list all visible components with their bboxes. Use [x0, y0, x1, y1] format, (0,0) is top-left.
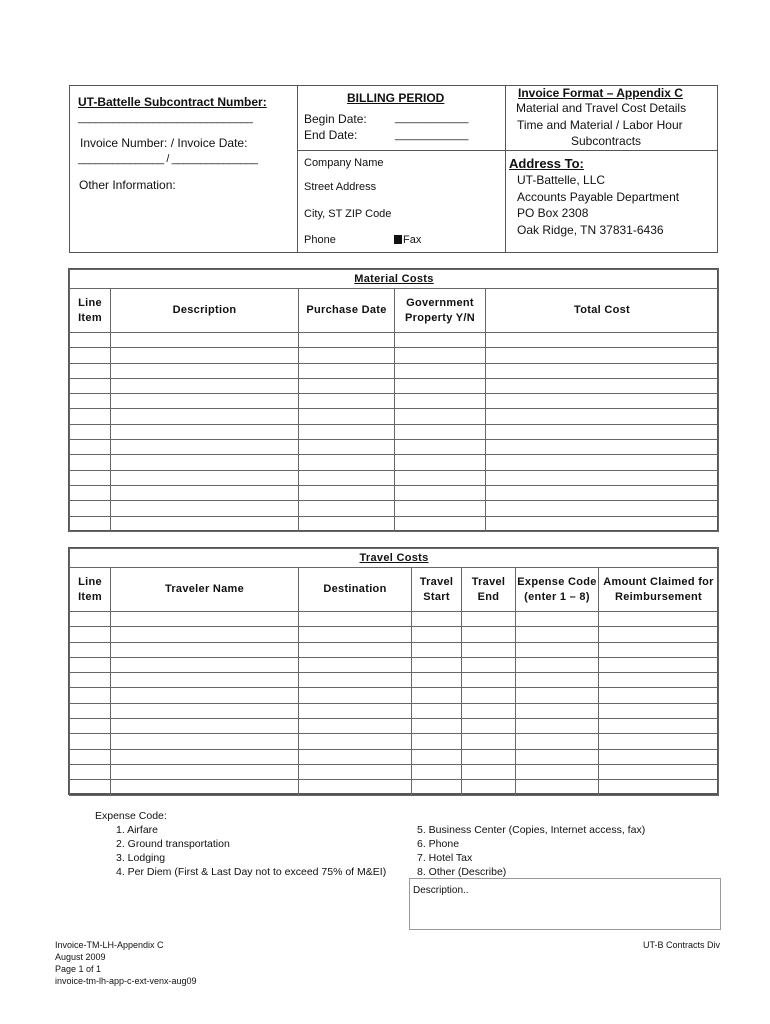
- material-cell[interactable]: [70, 501, 111, 516]
- travel-cell[interactable]: [462, 749, 516, 764]
- travel-cell[interactable]: [299, 657, 412, 672]
- travel-row: [70, 703, 719, 718]
- material-row: [70, 394, 719, 409]
- material-cell[interactable]: [299, 333, 395, 348]
- material-cell[interactable]: [111, 333, 299, 348]
- description-box[interactable]: [409, 878, 721, 930]
- material-costs-caption: Material Costs: [70, 270, 719, 289]
- material-cell[interactable]: [486, 348, 719, 363]
- travel-cell[interactable]: [70, 612, 111, 627]
- travel-cell[interactable]: [462, 780, 516, 795]
- address-line-1: UT-Battelle, LLC: [517, 173, 606, 187]
- material-row: [70, 348, 719, 363]
- material-cell[interactable]: [486, 378, 719, 393]
- travel-cell[interactable]: [516, 780, 599, 795]
- travel-cell[interactable]: [412, 642, 462, 657]
- travel-cell[interactable]: [516, 719, 599, 734]
- travel-cell[interactable]: [111, 612, 299, 627]
- format-line-2: Time and Material / Labor Hour: [517, 118, 683, 132]
- expense-code-title: Expense Code:: [95, 810, 167, 822]
- travel-cell[interactable]: [516, 734, 599, 749]
- material-row: [70, 485, 719, 500]
- material-cell[interactable]: [70, 455, 111, 470]
- travel-cell[interactable]: [70, 627, 111, 642]
- travel-cell[interactable]: [299, 764, 412, 779]
- material-cell[interactable]: [111, 363, 299, 378]
- travel-cell[interactable]: [462, 688, 516, 703]
- expense-code-4: 4. Per Diem (First & Last Day not to exceed 75% of M&EI): [116, 866, 387, 878]
- material-cell[interactable]: [395, 455, 486, 470]
- travel-cell[interactable]: [299, 703, 412, 718]
- material-cell[interactable]: [395, 394, 486, 409]
- travel-cell[interactable]: [516, 688, 599, 703]
- material-costs-table: [69, 269, 719, 532]
- travel-cell[interactable]: [412, 780, 462, 795]
- travel-cell[interactable]: [412, 719, 462, 734]
- material-cell[interactable]: [395, 378, 486, 393]
- material-cell[interactable]: [111, 485, 299, 500]
- travel-cell[interactable]: [412, 703, 462, 718]
- phone-fax-separator-glyph: [394, 235, 402, 244]
- travel-cell[interactable]: [599, 657, 719, 672]
- material-row: [70, 440, 719, 455]
- travel-cell[interactable]: [599, 764, 719, 779]
- expense-code-6: 6. Phone: [417, 838, 460, 850]
- travel-cell[interactable]: [599, 688, 719, 703]
- material-row: [70, 516, 719, 531]
- address-line-3: PO Box 2308: [517, 206, 589, 220]
- description-label: Description..: [413, 885, 469, 896]
- material-cell[interactable]: [486, 440, 719, 455]
- travel-cell[interactable]: [462, 612, 516, 627]
- material-cell[interactable]: [486, 394, 719, 409]
- travel-row: [70, 780, 719, 795]
- material-cell[interactable]: [395, 424, 486, 439]
- footer-date: August 2009: [55, 952, 106, 962]
- travel-cell[interactable]: [70, 749, 111, 764]
- travel-cell[interactable]: [462, 734, 516, 749]
- travel-cell[interactable]: [111, 780, 299, 795]
- travel-cell[interactable]: [111, 627, 299, 642]
- travel-row: [70, 657, 719, 672]
- end-date-label: End Date:: [304, 128, 358, 142]
- expense-code-1: 1. Airfare: [116, 824, 159, 836]
- travel-cell[interactable]: [412, 627, 462, 642]
- material-cell[interactable]: [395, 333, 486, 348]
- material-cell[interactable]: [299, 348, 395, 363]
- material-cell[interactable]: [395, 363, 486, 378]
- travel-cell[interactable]: [299, 673, 412, 688]
- travel-cell[interactable]: [70, 719, 111, 734]
- material-cell[interactable]: [70, 485, 111, 500]
- material-cell[interactable]: [70, 516, 111, 531]
- travel-cell[interactable]: [111, 719, 299, 734]
- footer-page: Page 1 of 1: [55, 964, 102, 974]
- begin-date-label: Begin Date:: [304, 112, 367, 126]
- other-information-label: Other Information:: [79, 178, 176, 192]
- expense-code-8: 8. Other (Describe): [417, 866, 507, 878]
- travel-row: [70, 642, 719, 657]
- address-line-4: Oak Ridge, TN 37831-6436: [517, 223, 664, 237]
- format-line-1: Material and Travel Cost Details: [516, 101, 687, 115]
- travel-cell[interactable]: [412, 657, 462, 672]
- address-line-2: Accounts Payable Department: [517, 190, 680, 204]
- travel-cell[interactable]: [412, 612, 462, 627]
- travel-cell[interactable]: [111, 749, 299, 764]
- header-divider-horizontal: [297, 150, 718, 151]
- travel-cell[interactable]: [516, 749, 599, 764]
- material-cell[interactable]: [299, 424, 395, 439]
- travel-cell[interactable]: [599, 719, 719, 734]
- travel-costs-table: [69, 548, 719, 796]
- material-cell[interactable]: [111, 378, 299, 393]
- city-state-zip: City, ST ZIP Code: [304, 208, 392, 220]
- material-cell[interactable]: [299, 363, 395, 378]
- travel-cell[interactable]: [462, 719, 516, 734]
- header-divider-right: [505, 85, 506, 253]
- material-cell[interactable]: [486, 516, 719, 531]
- travel-col-destination: Destination: [299, 568, 412, 612]
- travel-row: [70, 688, 719, 703]
- material-col-description: Description: [111, 289, 299, 333]
- travel-col-line-item: Line Item: [70, 568, 111, 612]
- material-cell[interactable]: [486, 501, 719, 516]
- material-cell[interactable]: [299, 485, 395, 500]
- material-col-total-cost: Total Cost: [486, 289, 719, 333]
- travel-cell[interactable]: [70, 703, 111, 718]
- travel-cell[interactable]: [111, 734, 299, 749]
- expense-code-5: 5. Business Center (Copies, Internet access, fax): [417, 824, 646, 836]
- material-row: [70, 363, 719, 378]
- travel-cell[interactable]: [299, 734, 412, 749]
- travel-cell[interactable]: [412, 734, 462, 749]
- expense-code-3: 3. Lodging: [116, 852, 166, 864]
- travel-row: [70, 734, 719, 749]
- travel-cell[interactable]: [462, 764, 516, 779]
- begin-date-field[interactable]: ____________: [395, 112, 469, 124]
- material-cell[interactable]: [486, 455, 719, 470]
- material-cell[interactable]: [70, 378, 111, 393]
- material-cell[interactable]: [111, 440, 299, 455]
- material-cell[interactable]: [486, 363, 719, 378]
- material-cell[interactable]: [395, 485, 486, 500]
- material-cell[interactable]: [70, 424, 111, 439]
- travel-cell[interactable]: [599, 734, 719, 749]
- material-cell[interactable]: [395, 470, 486, 485]
- company-name: Company Name: [304, 157, 384, 169]
- travel-cell[interactable]: [70, 642, 111, 657]
- material-row: [70, 501, 719, 516]
- footer-form-id: Invoice-TM-LH-Appendix C: [55, 940, 164, 950]
- material-cell[interactable]: [486, 470, 719, 485]
- travel-row: [70, 749, 719, 764]
- travel-row: [70, 719, 719, 734]
- travel-row: [70, 627, 719, 642]
- travel-cell[interactable]: [299, 719, 412, 734]
- travel-cell[interactable]: [299, 627, 412, 642]
- fax-label: Fax: [403, 234, 422, 246]
- header-divider-left: [297, 85, 298, 253]
- format-line-3: Subcontracts: [571, 134, 642, 148]
- invoice-format-title: Invoice Format – Appendix C: [518, 86, 683, 100]
- subcontract-number-field[interactable]: ______________________________: [78, 112, 253, 124]
- travel-cell[interactable]: [516, 673, 599, 688]
- travel-cell[interactable]: [516, 657, 599, 672]
- travel-cell[interactable]: [412, 749, 462, 764]
- travel-cell[interactable]: [412, 673, 462, 688]
- travel-cell[interactable]: [299, 688, 412, 703]
- travel-cell[interactable]: [111, 673, 299, 688]
- travel-cell[interactable]: [462, 673, 516, 688]
- material-cell[interactable]: [70, 333, 111, 348]
- travel-col-expense-code: Expense Code (enter 1 – 8): [516, 568, 599, 612]
- material-cell[interactable]: [395, 501, 486, 516]
- material-row: [70, 424, 719, 439]
- material-cell[interactable]: [299, 440, 395, 455]
- material-row: [70, 409, 719, 424]
- travel-cell[interactable]: [111, 688, 299, 703]
- travel-cell[interactable]: [599, 703, 719, 718]
- material-cell[interactable]: [70, 409, 111, 424]
- travel-row: [70, 764, 719, 779]
- travel-cell[interactable]: [516, 612, 599, 627]
- travel-cell[interactable]: [599, 749, 719, 764]
- travel-cell[interactable]: [462, 657, 516, 672]
- billing-period-title: BILLING PERIOD: [347, 91, 445, 105]
- travel-cell[interactable]: [516, 627, 599, 642]
- travel-cell[interactable]: [516, 764, 599, 779]
- material-row: [70, 378, 719, 393]
- material-cell[interactable]: [111, 501, 299, 516]
- footer-division: UT-B Contracts Div: [643, 940, 721, 950]
- material-cell[interactable]: [299, 516, 395, 531]
- material-cell[interactable]: [111, 470, 299, 485]
- material-cell[interactable]: [395, 440, 486, 455]
- expense-code-2: 2. Ground transportation: [116, 838, 230, 850]
- material-cell[interactable]: [486, 485, 719, 500]
- travel-col-amount-claimed: Amount Claimed for Reimbursement: [599, 568, 719, 612]
- street-address: Street Address: [304, 181, 377, 193]
- material-cell[interactable]: [70, 348, 111, 363]
- travel-cell[interactable]: [70, 780, 111, 795]
- material-cell[interactable]: [395, 348, 486, 363]
- travel-cell[interactable]: [70, 673, 111, 688]
- travel-row: [70, 673, 719, 688]
- travel-cell[interactable]: [412, 764, 462, 779]
- travel-col-traveler-name: Traveler Name: [111, 568, 299, 612]
- travel-cell[interactable]: [599, 612, 719, 627]
- material-col-line-item: Line Item: [70, 289, 111, 333]
- travel-cell[interactable]: [462, 642, 516, 657]
- expense-code-7: 7. Hotel Tax: [417, 852, 473, 864]
- travel-col-travel-end: Travel End: [462, 568, 516, 612]
- travel-cell[interactable]: [111, 764, 299, 779]
- travel-cell[interactable]: [70, 764, 111, 779]
- invoice-number-date-field[interactable]: _______________ / _______________: [78, 153, 258, 165]
- material-cell[interactable]: [111, 394, 299, 409]
- travel-row: [70, 612, 719, 627]
- material-cell[interactable]: [486, 333, 719, 348]
- material-cell[interactable]: [395, 516, 486, 531]
- travel-cell[interactable]: [111, 703, 299, 718]
- travel-cell[interactable]: [599, 780, 719, 795]
- material-cell[interactable]: [111, 455, 299, 470]
- end-date-field[interactable]: ____________: [395, 129, 469, 141]
- travel-cell[interactable]: [299, 642, 412, 657]
- material-cell[interactable]: [395, 409, 486, 424]
- material-cell[interactable]: [111, 409, 299, 424]
- travel-cell[interactable]: [516, 703, 599, 718]
- travel-cell[interactable]: [599, 673, 719, 688]
- travel-cell[interactable]: [111, 642, 299, 657]
- travel-cell[interactable]: [299, 780, 412, 795]
- material-col-government-property: Government Property Y/N: [395, 289, 486, 333]
- material-cell[interactable]: [299, 378, 395, 393]
- material-cell[interactable]: [70, 470, 111, 485]
- travel-col-travel-start: Travel Start: [412, 568, 462, 612]
- travel-costs-caption: Travel Costs: [70, 549, 719, 568]
- travel-cell[interactable]: [70, 688, 111, 703]
- travel-cell[interactable]: [299, 612, 412, 627]
- travel-cell[interactable]: [599, 627, 719, 642]
- material-cell[interactable]: [299, 470, 395, 485]
- material-row: [70, 333, 719, 348]
- invoice-number-date-label: Invoice Number: / Invoice Date:: [80, 136, 248, 150]
- travel-cell[interactable]: [70, 657, 111, 672]
- material-cell[interactable]: [486, 424, 719, 439]
- travel-cell[interactable]: [462, 703, 516, 718]
- travel-cell[interactable]: [516, 642, 599, 657]
- subcontract-number-label: UT-Battelle Subcontract Number:: [78, 95, 267, 109]
- material-cell[interactable]: [299, 409, 395, 424]
- material-cell[interactable]: [111, 424, 299, 439]
- footer-filename: invoice-tm-lh-app-c-ext-venx-aug09: [55, 976, 197, 986]
- travel-cell[interactable]: [70, 734, 111, 749]
- travel-cell[interactable]: [599, 642, 719, 657]
- material-cell[interactable]: [111, 516, 299, 531]
- material-cell[interactable]: [299, 455, 395, 470]
- address-to-title: Address To:: [509, 156, 584, 171]
- material-cell[interactable]: [70, 363, 111, 378]
- travel-cell[interactable]: [412, 688, 462, 703]
- material-col-purchase-date: Purchase Date: [299, 289, 395, 333]
- phone-label: Phone: [304, 234, 336, 246]
- material-cell[interactable]: [70, 440, 111, 455]
- material-cell[interactable]: [299, 501, 395, 516]
- material-row: [70, 455, 719, 470]
- travel-cell[interactable]: [299, 749, 412, 764]
- material-cell[interactable]: [111, 348, 299, 363]
- material-cell[interactable]: [299, 394, 395, 409]
- material-row: [70, 470, 719, 485]
- travel-cell[interactable]: [462, 627, 516, 642]
- material-cell[interactable]: [70, 394, 111, 409]
- travel-cell[interactable]: [111, 657, 299, 672]
- material-cell[interactable]: [486, 409, 719, 424]
